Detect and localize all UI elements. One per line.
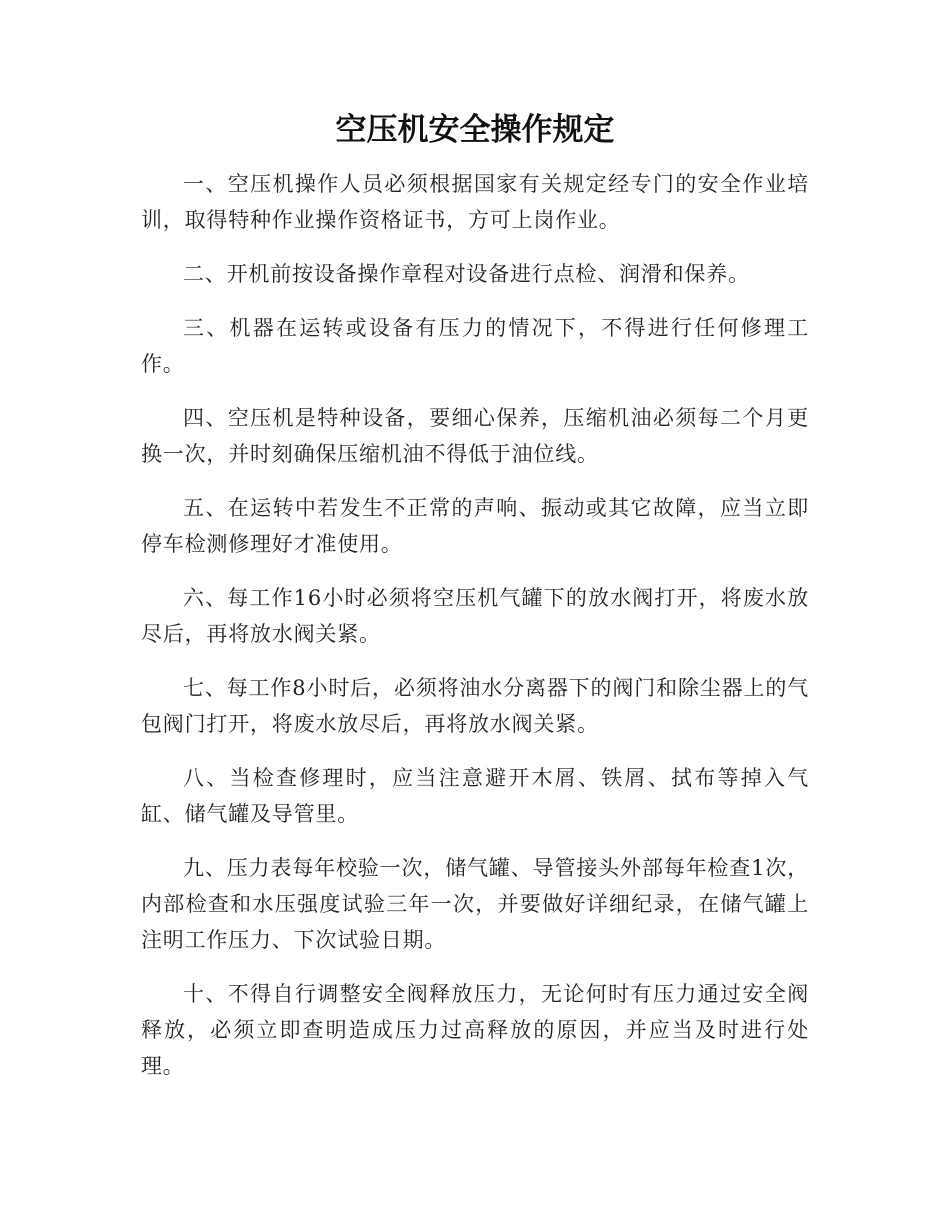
paragraph-1: 一、空压机操作人员必须根据国家有关规定经专门的安全作业培训，取得特种作业操作资格证书，方可上岗作业。 xyxy=(141,172,809,232)
paragraph-5: 五、在运转中若发生不正常的声响、振动或其它故障，应当立即停车检测修理好才准使用。 xyxy=(141,496,809,556)
paragraph-7: 七、每工作8小时后，必须将油水分离器下的阀门和除尘器上的气包阀门打开，将废水放尽后，再将放水阀关紧。 xyxy=(141,676,809,736)
paragraph-9: 九、压力表每年校验一次，储气罐、导管接头外部每年检查1次，内部检查和水压强度试验三年一次，并要做好详细纪录，在储气罐上注明工作压力、下次试验日期。 xyxy=(141,856,809,952)
paragraph-2: 二、开机前按设备操作章程对设备进行点检、润滑和保养。 xyxy=(183,262,750,286)
paragraph-8: 八、当检查修理时，应当注意避开木屑、铁屑、拭布等掉入气缸、储气罐及导管里。 xyxy=(141,766,809,826)
document-title: 空压机安全操作规定 xyxy=(335,112,615,148)
paragraph-3: 三、机器在运转或设备有压力的情况下，不得进行任何修理工作。 xyxy=(141,316,809,376)
paragraph-4: 四、空压机是特种设备，要细心保养，压缩机油必须每二个月更换一次，并时刻确保压缩机油不得低于油位线。 xyxy=(141,406,809,466)
document-body xyxy=(141,166,809,1102)
paragraph-10: 十、不得自行调整安全阀释放压力，无论何时有压力通过安全阀释放，必须立即查明造成压力过高释放的原因，并应当及时进行处理。 xyxy=(141,982,809,1078)
paragraph-6: 六、每工作16小时必须将空压机气罐下的放水阀打开，将废水放尽后，再将放水阀关紧。 xyxy=(141,586,809,646)
